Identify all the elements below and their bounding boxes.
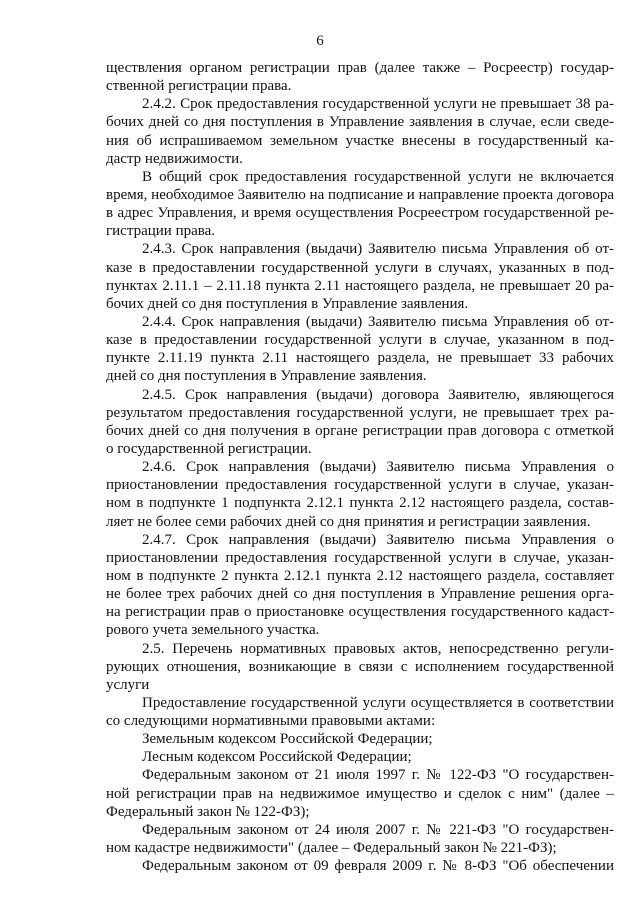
text-line: 2.4.3. Срок направления (выдачи) Заявителю письма Управления об от-: [142, 241, 614, 258]
text-line: бочих дней со дня поступления в Управление заявления в случае, если сведе-: [106, 114, 614, 131]
text-line: ном в подпункте 1 подпункта 2.12.1 пункта 2.12 настоящего раздела, состав-: [106, 495, 614, 512]
document-body: [106, 59, 614, 875]
text-line: рового учета земельного участка.: [106, 622, 320, 639]
text-line: 2.4.2. Срок предоставления государственной услуги не превышает 38 ра-: [142, 96, 614, 113]
text-line: дастр недвижимости.: [106, 150, 243, 167]
text-line: приостановлении предоставления государственной услуги в случае, указан-: [106, 477, 614, 494]
text-line: на регистрации прав о приостановке осуществления государственного кадаст-: [106, 604, 614, 621]
text-line: гистрации права.: [106, 223, 216, 240]
text-line: ном в подпункте 2 пункта 2.12.1 пункта 2.12 настоящего раздела, составляет: [106, 567, 614, 584]
text-line: бочих дней со дня поступления в Управление заявления.: [106, 295, 469, 312]
text-line: ния об испрашиваемом земельном участке внесены в государственный ка-: [106, 132, 614, 149]
text-line: казе в предоставлении государственной услуги в случае, указанном в под-: [106, 332, 614, 349]
text-line: 2.4.5. Срок направления (выдачи) договора Заявителю, являющегося: [142, 386, 614, 403]
text-line: пунктах 2.11.1 – 2.11.18 пункта 2.11 настоящего раздела, не превышает 20 ра-: [106, 277, 614, 294]
text-line: 2.4.4. Срок направления (выдачи) Заявителю письма Управления об от-: [142, 313, 614, 330]
text-line: приостановлении предоставления государственной услуги в случае, указан-: [106, 549, 614, 566]
text-line: В общий срок предоставления государственной услуги не включается: [142, 168, 614, 185]
text-line: услуги: [106, 676, 150, 693]
text-line: рующих отношения, возникающие в связи с исполнением государственной: [106, 658, 614, 675]
text-line: бочих дней со дня получения в органе регистрации прав договора с отметкой: [106, 422, 614, 439]
text-line: дней со дня поступления в Управление заявления.: [106, 368, 427, 385]
text-line: со следующими нормативными правовыми актами:: [106, 713, 436, 730]
text-line: 2.4.7. Срок направления (выдачи) Заявителю письма Управления о: [142, 531, 614, 548]
text-line: ществления органом регистрации прав (далее также – Росреестр) государ-: [106, 60, 614, 76]
text-line: ной регистрации прав на недвижимое имущество и сделок с ним" (далее –: [106, 785, 614, 802]
text-line: ном кадастре недвижимости" (далее – Федеральный закон № 221-ФЗ);: [106, 840, 557, 857]
page-number: 6: [316, 33, 324, 49]
text-line: Федеральным законом от 21 июля 1997 г. № 122-ФЗ "О государствен-: [142, 767, 614, 784]
text-line: о государственной регистрации.: [106, 440, 312, 457]
text-line: Земельным кодексом Российской Федерации;: [142, 731, 433, 748]
text-line: Федеральным законом от 09 февраля 2009 г. № 8-ФЗ "Об обеспечении: [142, 858, 614, 875]
text-line: 2.4.6. Срок направления (выдачи) Заявителю письма Управления о: [142, 459, 614, 476]
text-line: не более трех рабочих дней со дня поступления в Управление решения орга-: [106, 586, 614, 603]
text-line: результатом предоставления государственной услуги, не превышает трех ра-: [106, 404, 614, 421]
text-line: Лесным кодексом Российской Федерации;: [142, 749, 412, 766]
text-line: ляет не более семи рабочих дней со дня принятия и регистрации заявления.: [106, 513, 591, 530]
text-line: Предоставление государственной услуги осуществляется в соответствии: [142, 694, 614, 711]
text-line: пункте 2.11.19 пункта 2.11 настоящего раздела, не превышает 33 рабочих: [106, 350, 614, 367]
text-line: Федеральным законом от 24 июля 2007 г. № 221-ФЗ "О государствен-: [142, 821, 614, 838]
text-line: казе в предоставлении государственной услуги в случаях, указанных в под-: [106, 259, 614, 276]
text-line: 2.5. Перечень нормативных правовых актов, непосредственно регули-: [142, 640, 614, 657]
text-line: Федеральный закон № 122-ФЗ);: [106, 803, 310, 820]
text-line: ственной регистрации права.: [106, 78, 292, 95]
text-line: в адрес Управления, и время осуществления Росреестром государственной ре-: [106, 205, 614, 222]
text-line: время, необходимое Заявителю на подписание и направление проекта договора: [106, 186, 614, 203]
